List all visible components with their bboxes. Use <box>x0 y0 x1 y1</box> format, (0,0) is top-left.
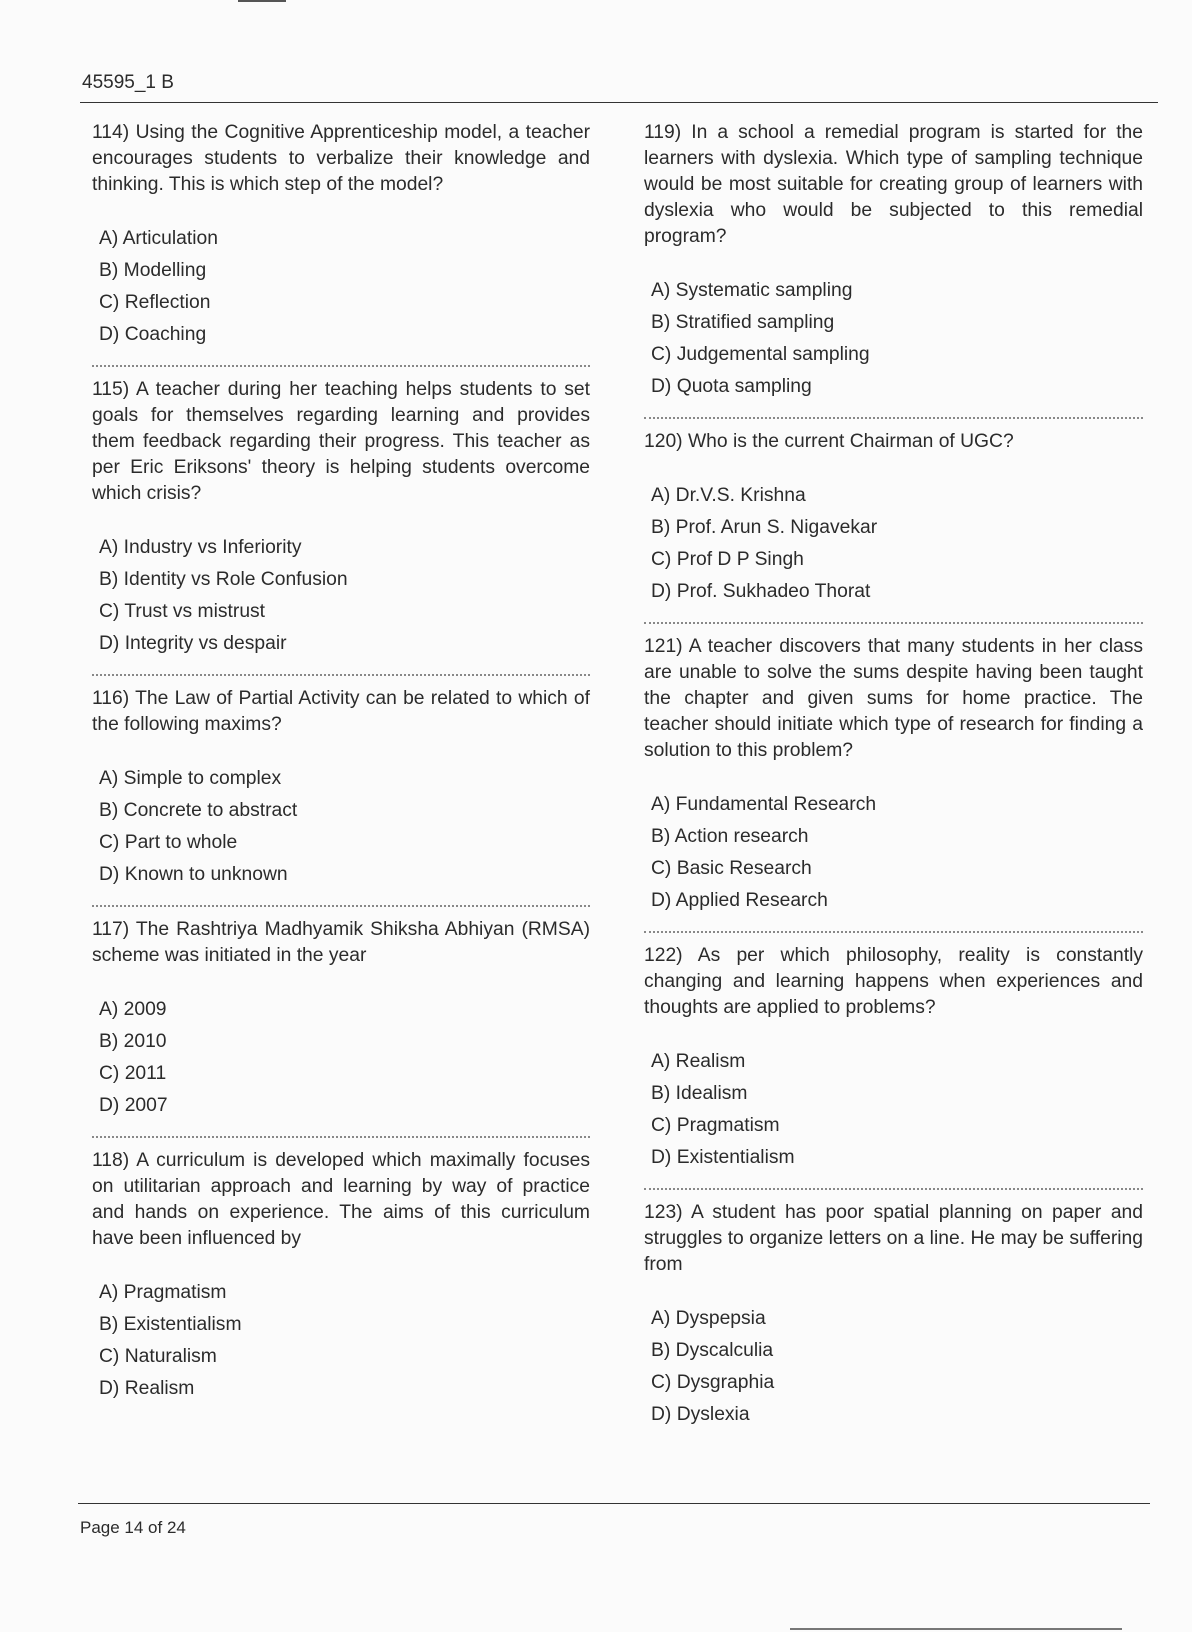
question-116 <box>92 686 590 891</box>
option-d: D) Prof. Sukhadeo Thorat <box>651 581 871 602</box>
option-c: C) Dysgraphia <box>651 1372 775 1393</box>
option-list <box>92 532 590 660</box>
option-b: B) Idealism <box>651 1083 748 1104</box>
option-c: C) Reflection <box>99 292 211 313</box>
option-a: A) Industry vs Inferiority <box>99 537 302 558</box>
right-column <box>644 120 1143 1431</box>
question-separator <box>644 622 1143 624</box>
scan-mark-top <box>238 0 286 2</box>
option-list <box>92 994 590 1122</box>
option-a: A) Systematic sampling <box>651 280 853 301</box>
option-d: D) Quota sampling <box>651 376 812 397</box>
option-a: A) Articulation <box>99 228 218 249</box>
question-118 <box>92 1148 590 1405</box>
question-text: 114) Using the Cognitive Apprenticeship model, a teacher encourages students to verbalize their knowledge and thinking. This is which step of the model? <box>92 122 590 195</box>
option-c: C) Basic Research <box>651 858 812 879</box>
option-a: A) Pragmatism <box>99 1282 227 1303</box>
option-d: D) 2007 <box>99 1095 168 1116</box>
option-b: B) Existentialism <box>99 1314 242 1335</box>
question-separator <box>644 417 1143 419</box>
question-separator <box>92 1136 590 1138</box>
option-list <box>644 789 1143 917</box>
option-b: B) Concrete to abstract <box>99 800 298 821</box>
question-text: 120) Who is the current Chairman of UGC? <box>644 431 1014 452</box>
question-separator <box>92 674 590 676</box>
question-121 <box>644 634 1143 917</box>
option-b: B) Identity vs Role Confusion <box>99 569 348 590</box>
option-list <box>644 1303 1143 1431</box>
option-b: B) Action research <box>651 826 809 847</box>
question-122 <box>644 943 1143 1174</box>
option-b: B) Stratified sampling <box>651 312 835 333</box>
question-text: 116) The Law of Partial Activity can be related to which of the following maxims? <box>92 688 590 735</box>
option-b: B) 2010 <box>99 1031 167 1052</box>
option-c: C) Pragmatism <box>651 1115 780 1136</box>
option-c: C) Trust vs mistrust <box>99 601 266 622</box>
question-text: 118) A curriculum is developed which maximally focuses on utilitarian approach and learning by way of practice and hands on experience. The aims of this curriculum have been influenced by <box>92 1150 590 1249</box>
option-list <box>92 763 590 891</box>
option-list <box>92 223 590 351</box>
question-text: 123) A student has poor spatial planning on paper and struggles to organize letters on a line. He may be suffering from <box>644 1202 1143 1275</box>
option-a: A) Fundamental Research <box>651 794 877 815</box>
option-c: C) Prof D P Singh <box>651 549 804 570</box>
option-d: D) Realism <box>99 1378 195 1399</box>
question-separator <box>644 931 1143 933</box>
question-text: 115) A teacher during her teaching helps students to set goals for themselves regarding learning and provides them feedback regarding their progress. This teacher as per Eric Eriksons' theory is helping students overcome which crisis? <box>92 379 590 504</box>
question-117 <box>92 917 590 1122</box>
option-list <box>644 275 1143 403</box>
option-c: C) Judgemental sampling <box>651 344 870 365</box>
page-code: 45595_1 B <box>82 72 174 93</box>
page-number: Page 14 of 24 <box>80 1518 186 1537</box>
option-d: D) Integrity vs despair <box>99 633 287 654</box>
option-d: D) Dyslexia <box>651 1404 750 1425</box>
option-c: C) Part to whole <box>99 832 238 853</box>
option-b: B) Prof. Arun S. Nigavekar <box>651 517 878 538</box>
footer-rule <box>78 1503 1150 1504</box>
question-separator <box>92 365 590 367</box>
left-column <box>92 120 590 1405</box>
option-list <box>644 480 1143 608</box>
option-a: A) 2009 <box>99 999 167 1020</box>
option-d: D) Coaching <box>99 324 207 345</box>
option-b: B) Modelling <box>99 260 207 281</box>
option-a: A) Dyspepsia <box>651 1308 766 1329</box>
option-a: A) Realism <box>651 1051 746 1072</box>
question-115 <box>92 377 590 660</box>
question-119 <box>644 120 1143 403</box>
option-b: B) Dyscalculia <box>651 1340 774 1361</box>
scan-mark-bottom <box>790 1628 1122 1630</box>
option-list <box>92 1277 590 1405</box>
header-rule <box>80 102 1158 103</box>
question-text: 117) The Rashtriya Madhyamik Shiksha Abhiyan (RMSA) scheme was initiated in the year <box>92 919 590 966</box>
option-d: D) Existentialism <box>651 1147 795 1168</box>
option-list <box>644 1046 1143 1174</box>
question-123 <box>644 1200 1143 1431</box>
option-c: C) 2011 <box>99 1063 167 1084</box>
option-c: C) Naturalism <box>99 1346 217 1367</box>
option-a: A) Dr.V.S. Krishna <box>651 485 806 506</box>
question-text: 119) In a school a remedial program is started for the learners with dyslexia. Which type of sampling technique would be most suitable for creating group of learners with dyslexia who would be subjected to this remedial program? <box>644 122 1143 247</box>
question-text: 122) As per which philosophy, reality is constantly changing and learning happens when experiences and thoughts are applied to problems? <box>644 945 1143 1018</box>
option-d: D) Known to unknown <box>99 864 288 885</box>
option-a: A) Simple to complex <box>99 768 282 789</box>
question-separator <box>92 905 590 907</box>
question-114 <box>92 120 590 351</box>
question-separator <box>644 1188 1143 1190</box>
question-text: 121) A teacher discovers that many students in her class are unable to solve the sums despite having been taught the chapter and given sums for home practice. The teacher should initiate which type of research for finding a solution to this problem? <box>644 636 1143 761</box>
option-d: D) Applied Research <box>651 890 828 911</box>
question-120 <box>644 429 1143 608</box>
